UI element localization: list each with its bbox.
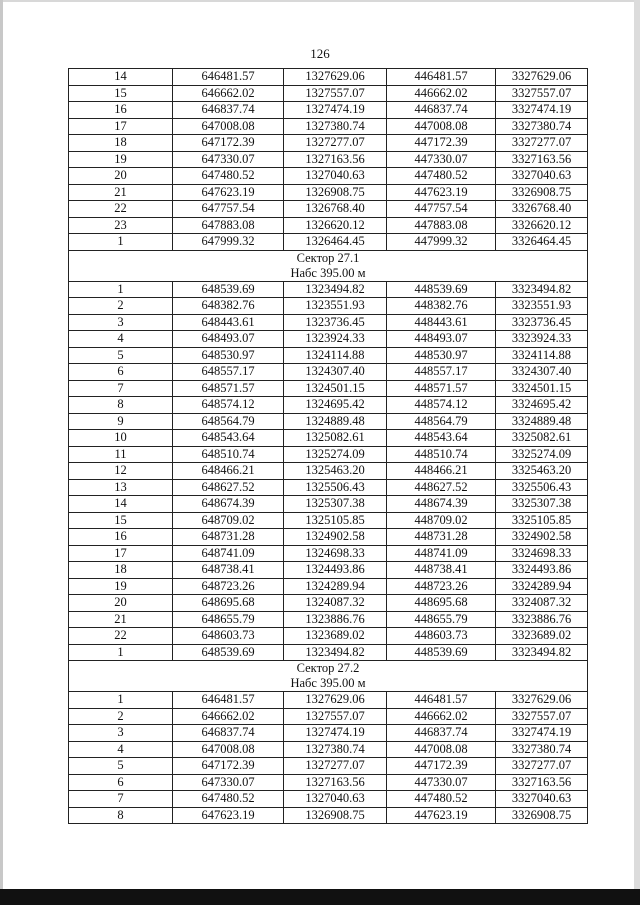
x-cell: 647883.08	[173, 217, 284, 234]
x2-cell: 448709.02	[387, 512, 496, 529]
y2-cell: 3324087.32	[496, 595, 588, 612]
y-cell: 1324087.32	[284, 595, 387, 612]
table-row	[69, 234, 588, 251]
y2-cell: 3324289.94	[496, 578, 588, 595]
x2-cell: 447623.19	[387, 184, 496, 201]
y-cell: 1327629.06	[284, 692, 387, 709]
x2-cell: 446837.74	[387, 102, 496, 119]
table-row	[69, 628, 588, 645]
point-number-cell: 20	[69, 595, 173, 612]
y-cell: 1327163.56	[284, 151, 387, 168]
y2-cell: 3327277.07	[496, 758, 588, 775]
table-row	[69, 463, 588, 480]
scan-edge-right	[634, 0, 640, 905]
x-cell: 647623.19	[173, 807, 284, 824]
y-cell: 1327380.74	[284, 118, 387, 135]
x-cell: 647999.32	[173, 234, 284, 251]
y2-cell: 3327629.06	[496, 69, 588, 86]
x-cell: 648510.74	[173, 446, 284, 463]
y2-cell: 3325463.20	[496, 463, 588, 480]
x2-cell: 446662.02	[387, 708, 496, 725]
y2-cell: 3323689.02	[496, 628, 588, 645]
x2-cell: 448695.68	[387, 595, 496, 612]
point-number-cell: 22	[69, 201, 173, 218]
table-row	[69, 725, 588, 742]
point-number-cell: 10	[69, 430, 173, 447]
coordinates-table-body	[69, 69, 588, 824]
x2-cell: 447480.52	[387, 168, 496, 185]
point-number-cell: 16	[69, 529, 173, 546]
x2-cell: 448571.57	[387, 380, 496, 397]
y-cell: 1324902.58	[284, 529, 387, 546]
y-cell: 1327163.56	[284, 774, 387, 791]
x-cell: 648571.57	[173, 380, 284, 397]
x2-cell: 447330.07	[387, 774, 496, 791]
point-number-cell: 23	[69, 217, 173, 234]
y2-cell: 3325307.38	[496, 496, 588, 513]
x2-cell: 448557.17	[387, 364, 496, 381]
y2-cell: 3325105.85	[496, 512, 588, 529]
x-cell: 648627.52	[173, 479, 284, 496]
x2-cell: 446837.74	[387, 725, 496, 742]
x2-cell: 447480.52	[387, 791, 496, 808]
y2-cell: 3326620.12	[496, 217, 588, 234]
x2-cell: 448564.79	[387, 413, 496, 430]
y2-cell: 3327474.19	[496, 102, 588, 119]
y-cell: 1327557.07	[284, 85, 387, 102]
y-cell: 1327474.19	[284, 725, 387, 742]
table-row	[69, 314, 588, 331]
x2-cell: 448603.73	[387, 628, 496, 645]
y2-cell: 3327380.74	[496, 118, 588, 135]
sector-header-cell	[69, 250, 588, 281]
scan-edge-left	[0, 0, 3, 905]
y-cell: 1323886.76	[284, 611, 387, 628]
table-row	[69, 397, 588, 414]
y-cell: 1324289.94	[284, 578, 387, 595]
point-number-cell: 4	[69, 741, 173, 758]
sector-header-row	[69, 661, 588, 692]
y-cell: 1327557.07	[284, 708, 387, 725]
table-row	[69, 281, 588, 298]
y2-cell: 3324695.42	[496, 397, 588, 414]
sector-title: Сектор 27.2	[296, 661, 360, 675]
y2-cell: 3326908.75	[496, 807, 588, 824]
y2-cell: 3324698.33	[496, 545, 588, 562]
x2-cell: 448723.26	[387, 578, 496, 595]
x-cell: 648530.97	[173, 347, 284, 364]
y-cell: 1325082.61	[284, 430, 387, 447]
point-number-cell: 17	[69, 118, 173, 135]
y2-cell: 3324889.48	[496, 413, 588, 430]
y-cell: 1326620.12	[284, 217, 387, 234]
x2-cell: 448382.76	[387, 298, 496, 315]
x2-cell: 447008.08	[387, 741, 496, 758]
x2-cell: 447172.39	[387, 758, 496, 775]
y2-cell: 3327380.74	[496, 741, 588, 758]
table-row	[69, 644, 588, 661]
x-cell: 648731.28	[173, 529, 284, 546]
point-number-cell: 14	[69, 496, 173, 513]
x-cell: 648709.02	[173, 512, 284, 529]
y2-cell: 3324902.58	[496, 529, 588, 546]
table-row	[69, 545, 588, 562]
table-row	[69, 791, 588, 808]
x2-cell: 446662.02	[387, 85, 496, 102]
sector-elevation: Набс 395.00 м	[290, 265, 366, 280]
x-cell: 648674.39	[173, 496, 284, 513]
y-cell: 1323494.82	[284, 644, 387, 661]
y2-cell: 3325274.09	[496, 446, 588, 463]
point-number-cell: 11	[69, 446, 173, 463]
y-cell: 1327380.74	[284, 741, 387, 758]
y2-cell: 3326464.45	[496, 234, 588, 251]
y2-cell: 3324307.40	[496, 364, 588, 381]
y-cell: 1324695.42	[284, 397, 387, 414]
y2-cell: 3327557.07	[496, 708, 588, 725]
y-cell: 1326908.75	[284, 807, 387, 824]
y2-cell: 3324114.88	[496, 347, 588, 364]
table-row	[69, 741, 588, 758]
y2-cell: 3323924.33	[496, 331, 588, 348]
x-cell: 646662.02	[173, 85, 284, 102]
y-cell: 1323494.82	[284, 281, 387, 298]
point-number-cell: 5	[69, 347, 173, 364]
table-row	[69, 151, 588, 168]
y2-cell: 3326908.75	[496, 184, 588, 201]
table-row	[69, 364, 588, 381]
y-cell: 1327474.19	[284, 102, 387, 119]
y-cell: 1325274.09	[284, 446, 387, 463]
x2-cell: 448539.69	[387, 281, 496, 298]
y2-cell: 3324501.15	[496, 380, 588, 397]
y-cell: 1327629.06	[284, 69, 387, 86]
y-cell: 1325506.43	[284, 479, 387, 496]
y2-cell: 3327557.07	[496, 85, 588, 102]
point-number-cell: 8	[69, 397, 173, 414]
table-row	[69, 446, 588, 463]
table-row	[69, 118, 588, 135]
x-cell: 647623.19	[173, 184, 284, 201]
point-number-cell: 18	[69, 562, 173, 579]
table-row	[69, 85, 588, 102]
table-row	[69, 184, 588, 201]
point-number-cell: 7	[69, 791, 173, 808]
table-row	[69, 529, 588, 546]
point-number-cell: 1	[69, 234, 173, 251]
x-cell: 647008.08	[173, 118, 284, 135]
x2-cell: 446481.57	[387, 692, 496, 709]
y-cell: 1323736.45	[284, 314, 387, 331]
x-cell: 646837.74	[173, 102, 284, 119]
sector-header-cell	[69, 661, 588, 692]
point-number-cell: 18	[69, 135, 173, 152]
x-cell: 646837.74	[173, 725, 284, 742]
point-number-cell: 4	[69, 331, 173, 348]
sector-elevation: Набс 395.00 м	[290, 676, 366, 690]
point-number-cell: 3	[69, 725, 173, 742]
x-cell: 648655.79	[173, 611, 284, 628]
y2-cell: 3324493.86	[496, 562, 588, 579]
y-cell: 1325463.20	[284, 463, 387, 480]
table-row	[69, 430, 588, 447]
x2-cell: 447330.07	[387, 151, 496, 168]
y-cell: 1324307.40	[284, 364, 387, 381]
point-number-cell: 15	[69, 512, 173, 529]
x-cell: 648564.79	[173, 413, 284, 430]
point-number-cell: 15	[69, 85, 173, 102]
y-cell: 1327277.07	[284, 135, 387, 152]
y-cell: 1324698.33	[284, 545, 387, 562]
y-cell: 1323924.33	[284, 331, 387, 348]
x2-cell: 448627.52	[387, 479, 496, 496]
x2-cell: 447623.19	[387, 807, 496, 824]
table-row	[69, 69, 588, 86]
y-cell: 1324889.48	[284, 413, 387, 430]
x-cell: 648493.07	[173, 331, 284, 348]
table-row	[69, 807, 588, 824]
x-cell: 648539.69	[173, 281, 284, 298]
x2-cell: 448574.12	[387, 397, 496, 414]
x-cell: 647480.52	[173, 791, 284, 808]
y-cell: 1323689.02	[284, 628, 387, 645]
x2-cell: 448539.69	[387, 644, 496, 661]
table-row	[69, 692, 588, 709]
point-number-cell: 21	[69, 184, 173, 201]
table-row	[69, 298, 588, 315]
x-cell: 648543.64	[173, 430, 284, 447]
x-cell: 648382.76	[173, 298, 284, 315]
sector-header-row	[69, 250, 588, 281]
point-number-cell: 3	[69, 314, 173, 331]
y-cell: 1325307.38	[284, 496, 387, 513]
point-number-cell: 1	[69, 692, 173, 709]
x2-cell: 448466.21	[387, 463, 496, 480]
x-cell: 648723.26	[173, 578, 284, 595]
point-number-cell: 17	[69, 545, 173, 562]
x2-cell: 448741.09	[387, 545, 496, 562]
x-cell: 647008.08	[173, 741, 284, 758]
x2-cell: 448543.64	[387, 430, 496, 447]
x-cell: 648443.61	[173, 314, 284, 331]
table-row	[69, 135, 588, 152]
table-row	[69, 347, 588, 364]
x2-cell: 448738.41	[387, 562, 496, 579]
table-row	[69, 413, 588, 430]
y2-cell: 3327040.63	[496, 168, 588, 185]
x2-cell: 448655.79	[387, 611, 496, 628]
table-row	[69, 611, 588, 628]
table-row	[69, 217, 588, 234]
point-number-cell: 1	[69, 644, 173, 661]
coordinates-table	[68, 68, 588, 824]
x-cell: 646481.57	[173, 692, 284, 709]
point-number-cell: 14	[69, 69, 173, 86]
x2-cell: 448493.07	[387, 331, 496, 348]
y2-cell: 3323736.45	[496, 314, 588, 331]
y-cell: 1323551.93	[284, 298, 387, 315]
table-row	[69, 578, 588, 595]
table-row	[69, 168, 588, 185]
point-number-cell: 16	[69, 102, 173, 119]
x-cell: 648695.68	[173, 595, 284, 612]
y-cell: 1326464.45	[284, 234, 387, 251]
y2-cell: 3325506.43	[496, 479, 588, 496]
x-cell: 648741.09	[173, 545, 284, 562]
y2-cell: 3323494.82	[496, 644, 588, 661]
x2-cell: 448674.39	[387, 496, 496, 513]
y-cell: 1325105.85	[284, 512, 387, 529]
y2-cell: 3323494.82	[496, 281, 588, 298]
y2-cell: 3327629.06	[496, 692, 588, 709]
x2-cell: 448443.61	[387, 314, 496, 331]
y2-cell: 3325082.61	[496, 430, 588, 447]
point-number-cell: 2	[69, 298, 173, 315]
x2-cell: 447008.08	[387, 118, 496, 135]
y2-cell: 3327277.07	[496, 135, 588, 152]
x-cell: 648557.17	[173, 364, 284, 381]
y2-cell: 3327474.19	[496, 725, 588, 742]
scan-edge-bottom	[0, 889, 640, 905]
point-number-cell: 13	[69, 479, 173, 496]
point-number-cell: 2	[69, 708, 173, 725]
point-number-cell: 7	[69, 380, 173, 397]
point-number-cell: 19	[69, 151, 173, 168]
x-cell: 647172.39	[173, 758, 284, 775]
table-row	[69, 512, 588, 529]
x-cell: 648603.73	[173, 628, 284, 645]
table-row	[69, 758, 588, 775]
y-cell: 1324501.15	[284, 380, 387, 397]
x2-cell: 448731.28	[387, 529, 496, 546]
x2-cell: 446481.57	[387, 69, 496, 86]
y2-cell: 3323886.76	[496, 611, 588, 628]
x-cell: 647330.07	[173, 151, 284, 168]
y-cell: 1326768.40	[284, 201, 387, 218]
x-cell: 647330.07	[173, 774, 284, 791]
x2-cell: 447172.39	[387, 135, 496, 152]
y2-cell: 3323551.93	[496, 298, 588, 315]
y-cell: 1327040.63	[284, 168, 387, 185]
table-row	[69, 595, 588, 612]
table-row	[69, 774, 588, 791]
y2-cell: 3326768.40	[496, 201, 588, 218]
table-row	[69, 102, 588, 119]
x-cell: 648539.69	[173, 644, 284, 661]
point-number-cell: 19	[69, 578, 173, 595]
point-number-cell: 9	[69, 413, 173, 430]
x2-cell: 447883.08	[387, 217, 496, 234]
x2-cell: 448510.74	[387, 446, 496, 463]
point-number-cell: 21	[69, 611, 173, 628]
y2-cell: 3327040.63	[496, 791, 588, 808]
y-cell: 1324493.86	[284, 562, 387, 579]
x-cell: 646481.57	[173, 69, 284, 86]
point-number-cell: 5	[69, 758, 173, 775]
y2-cell: 3327163.56	[496, 774, 588, 791]
point-number-cell: 8	[69, 807, 173, 824]
y-cell: 1327040.63	[284, 791, 387, 808]
y-cell: 1326908.75	[284, 184, 387, 201]
point-number-cell: 12	[69, 463, 173, 480]
x2-cell: 447999.32	[387, 234, 496, 251]
table-row	[69, 380, 588, 397]
point-number-cell: 20	[69, 168, 173, 185]
x-cell: 648738.41	[173, 562, 284, 579]
page-number: 126	[310, 46, 330, 61]
table-row	[69, 479, 588, 496]
x-cell: 647480.52	[173, 168, 284, 185]
x2-cell: 448530.97	[387, 347, 496, 364]
y-cell: 1324114.88	[284, 347, 387, 364]
x-cell: 648574.12	[173, 397, 284, 414]
scan-edge-top	[0, 0, 640, 2]
point-number-cell: 1	[69, 281, 173, 298]
y2-cell: 3327163.56	[496, 151, 588, 168]
y-cell: 1327277.07	[284, 758, 387, 775]
table-row	[69, 331, 588, 348]
table-row	[69, 496, 588, 513]
table-row	[69, 201, 588, 218]
sector-title: Сектор 27.1	[296, 250, 360, 265]
x2-cell: 447757.54	[387, 201, 496, 218]
x-cell: 647757.54	[173, 201, 284, 218]
x-cell: 646662.02	[173, 708, 284, 725]
point-number-cell: 6	[69, 774, 173, 791]
point-number-cell: 22	[69, 628, 173, 645]
x-cell: 648466.21	[173, 463, 284, 480]
table-row	[69, 562, 588, 579]
point-number-cell: 6	[69, 364, 173, 381]
x-cell: 647172.39	[173, 135, 284, 152]
table-row	[69, 708, 588, 725]
